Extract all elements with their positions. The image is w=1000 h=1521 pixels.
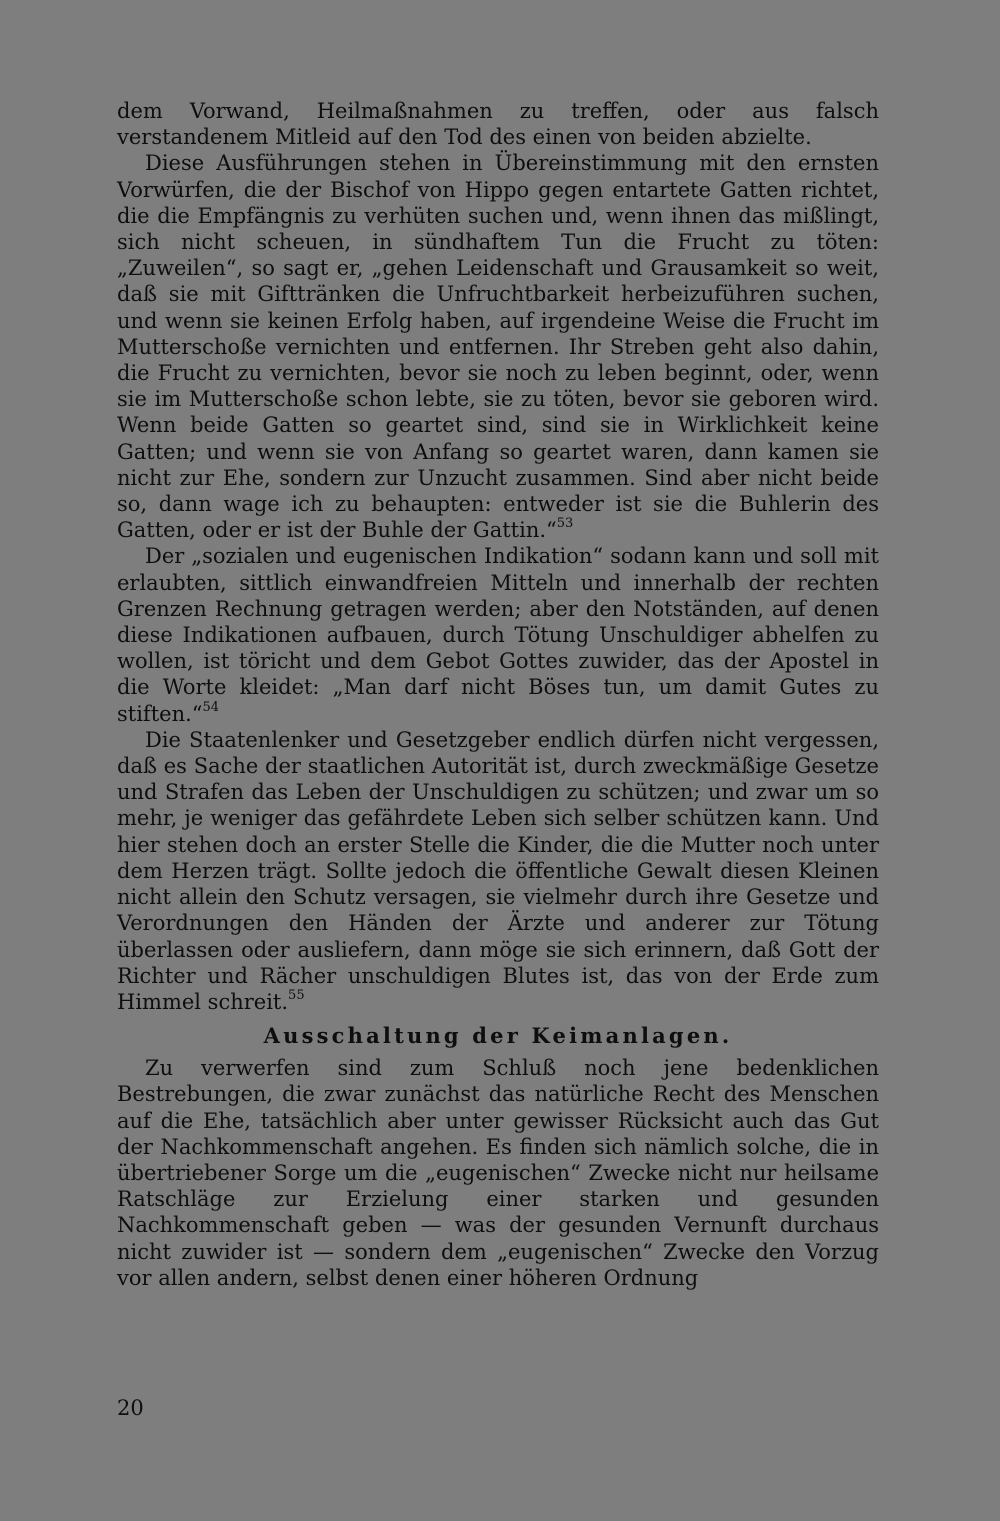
section-heading: Ausschaltung der Keimanlagen. bbox=[263, 1023, 733, 1049]
paragraph-indication bbox=[117, 543, 879, 726]
page-number: 20 bbox=[117, 1396, 144, 1420]
footnote-marker: 55 bbox=[288, 987, 305, 1003]
footnote-marker: 53 bbox=[556, 516, 574, 532]
paragraph-text: Die Staatenlenker und Gesetzgeber endlich dürfen nicht vergessen, daß es Sache der staatlichen Autorität ist, durch zweckmäßige Gesetze und Strafen das Leben der Unschuldigen zu schützen; und zwar um so mehr, je weniger das gefährdete Leben sich selber schützen kann. Und hier stehen doch an erster Stelle die Kinder, die die Mutter noch unter dem Herzen trägt. Sollte jedoch die öffentliche Gewalt diesen Kleinen nicht allein den Schutz versagen, sie vielmehr durch ihre Gesetze und Verordnungen den Händen der Ärzte und anderer zur Tötung überlassen oder ausliefern, dann möge sie sich erinnern, daß Gott der Richter und Rächer unschuldigen Blutes ist, das von der Erde zum Himmel schreit. bbox=[117, 727, 879, 1014]
footnote-marker: 54 bbox=[202, 699, 220, 715]
paragraph-continuation bbox=[117, 98, 879, 150]
paragraph-text: dem Vorwand, Heilmaßnahmen zu treffen, oder aus falsch verstandenem Mitleid auf den Tod des einen von beiden abzielte. bbox=[117, 99, 879, 150]
paragraph-text: Zu verwerfen sind zum Schluß noch jene bedenklichen Bestrebungen, die zwar zunächst das natürliche Recht des Menschen auf die Ehe, tatsächlich aber unter gewisser Rücksicht auch das Gut der Nachkommenschaft angehen. Es finden sich nämlich solche, die in übertriebener Sorge um die „eugenischen“ Zwecke nicht nur heilsame Ratschläge zur Erzielung einer starken und gesunden Nachkommenschaft geben — was der gesunden Vernunft durchaus nicht zuwider ist — sondern dem „eugenischen“ Zwecke den Vorzug vor allen andern, selbst denen einer höheren Ordnung bbox=[117, 1056, 879, 1290]
paragraph-text: Der „sozialen und eugenischen Indikation“ sodann kann und soll mit erlaubten, sittlich einwandfreien Mitteln und innerhalb der rechten Grenzen Rechnung getragen werden; aber den Notständen, auf denen diese Indikationen aufbauen, durch Tötung Unschuldiger abhelfen zu wollen, ist töricht und dem Gebot Gottes zuwider, das der Apostel in die Worte kleidet: „Man darf nicht Böses tun, um damit Gutes zu stiften.“ bbox=[117, 544, 879, 726]
paragraph-augustine-quote bbox=[117, 150, 879, 543]
paragraph-lawgivers bbox=[117, 727, 879, 1015]
paragraph-text: Diese Ausführungen stehen in Übereinstimmung mit den ernsten Vorwürfen, die der Bischof von Hippo gegen entartete Gatten richtet, die die Empfängnis zu verhüten suchen und, wenn ihnen das mißlingt, sich nicht scheuen, in sündhaftem Tun die Frucht zu töten: „Zuweilen“, so sagt er, „gehen Leidenschaft und Grausamkeit so weit, daß sie mit Gifttränken die Unfruchtbarkeit herbeizuführen suchen, und wenn sie keinen Erfolg haben, auf irgendeine Weise die Frucht im Mutterschoße vernichten und entfernen. Ihr Streben geht also dahin, die Frucht zu vernichten, bevor sie noch zu leben beginnt, oder, wenn sie im Mutterschoße schon lebte, sie zu töten, bevor sie geboren wird. Wenn beide Gatten so geartet sind, sind sie in Wirklichkeit keine Gatten; und wenn sie von Anfang so geartet waren, dann kamen sie nicht zur Ehe, sondern zur Unzucht zusammen. Sind aber nicht beide so, dann wage ich zu behaupten: entweder ist sie die Buhlerin des Gatten, oder er ist der Buhle der Gattin.“ bbox=[117, 151, 879, 543]
page-text-block bbox=[117, 98, 879, 1291]
paragraph-eugenics bbox=[117, 1055, 879, 1291]
